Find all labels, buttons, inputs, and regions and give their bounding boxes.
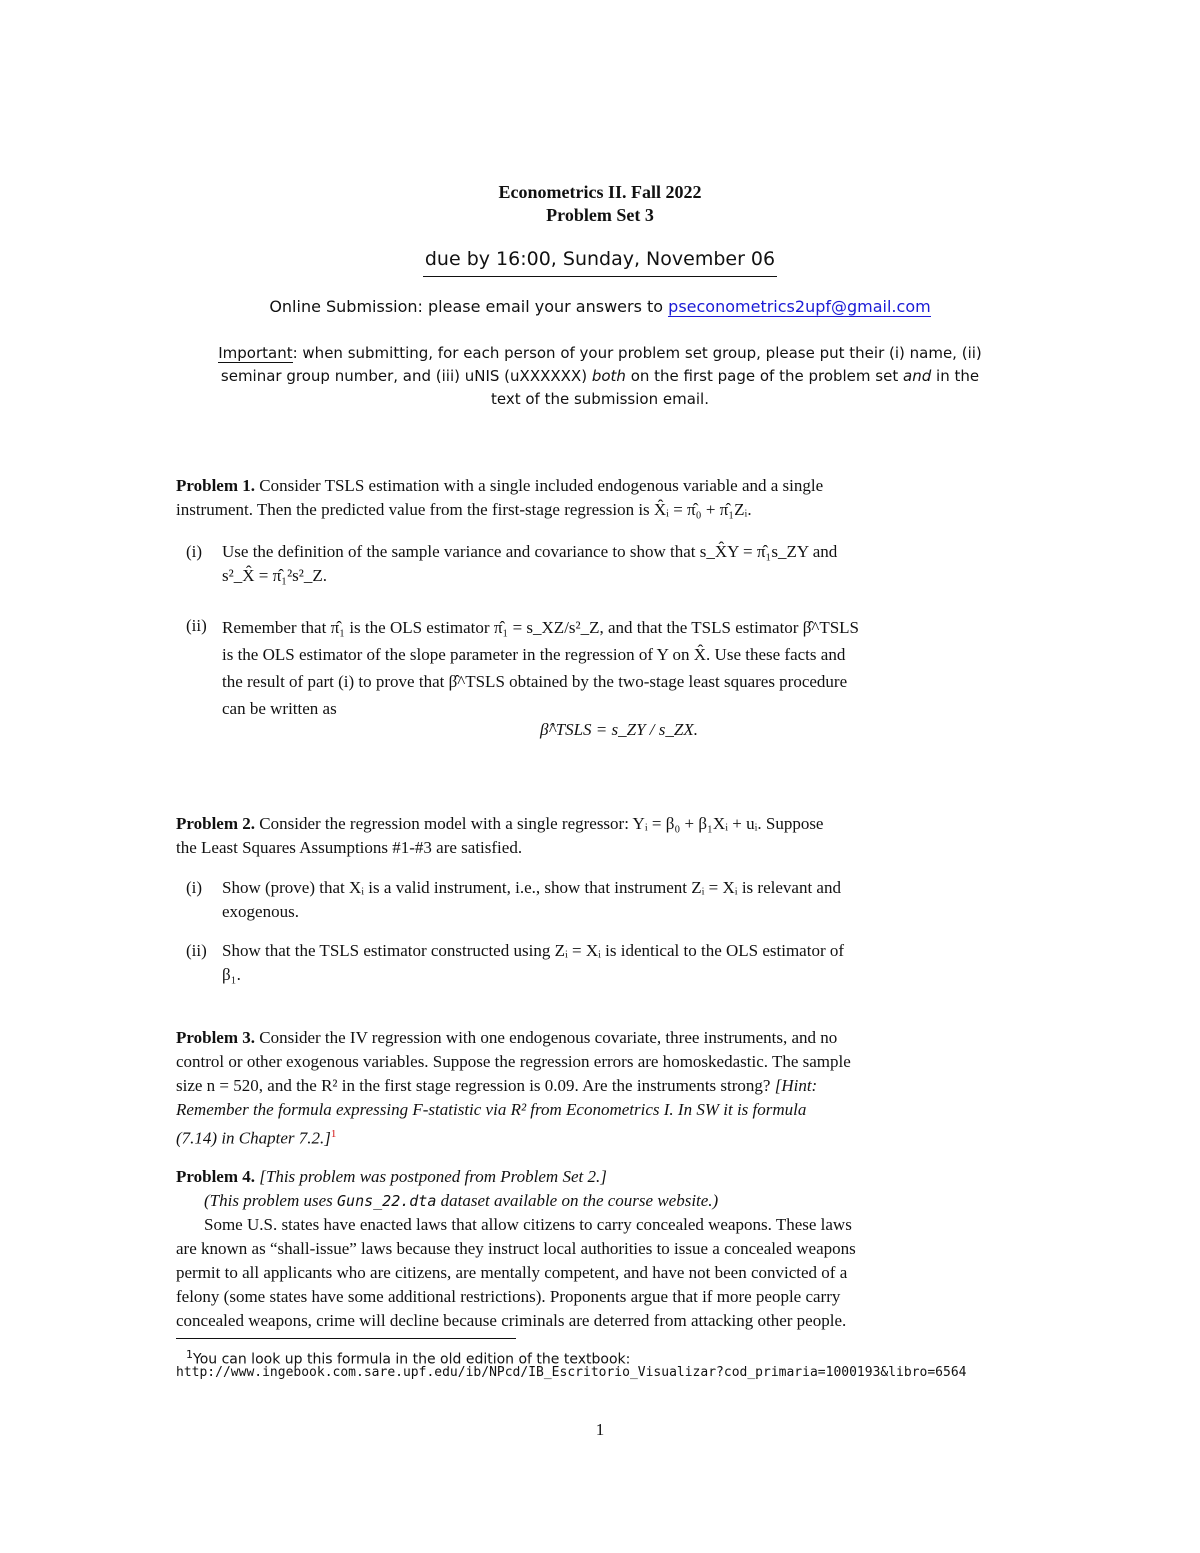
problem-3-text-1: Consider the IV regression with one endogenous covariate, three instruments, and no [259,1028,838,1047]
problem-1-item-ii-line-1: Remember that π̂₁ is the OLS estimator π̂₁ = s_XZ/s²_Z, and that the TSLS estimator β̂^TSLS [222,618,860,637]
important-line-2 [0,365,1200,388]
problem-3-text-3a: size n = 520, and the R² in the first stage regression is 0.09. Are the instruments strong? [176,1076,771,1095]
problem-2-item-ii-line-2: β₁. [222,965,241,984]
problem-2-item-i-line-1: Show (prove) that Xᵢ is a valid instrument, i.e., show that instrument Zᵢ = Xᵢ is relevant and [222,878,841,897]
important-text-4: in the [936,367,980,385]
problem-2-item-i [186,876,1024,926]
problem-4-label: Problem 4. [176,1167,256,1186]
problem-1-item-ii-line-2: is the OLS estimator of the slope parameter in the regression of Y on X̂. Use these facts and [222,645,846,664]
problem-2 [176,812,1024,860]
problem-4-note-1: [This problem was postponed from Problem Set 2.] [259,1167,607,1186]
important-and: and [903,367,932,385]
important-text-2: seminar group number, and (iii) uNIS (uXXXXXX) [220,367,588,385]
problem-4-note-2c: dataset available on the course website.) [440,1191,719,1210]
important-text-3: on the first page of the problem set [630,367,899,385]
course-title: Econometrics II. Fall 2022 [498,182,702,202]
problem-set-title: Problem Set 3 [546,205,654,225]
problem-1-item-i [186,540,1024,592]
problem-2-label: Problem 2. [176,814,256,833]
problem-2-item-ii-num: (ii) [186,941,207,960]
problem-4-note-2 [176,1189,1024,1213]
problem-3-footnote-mark[interactable]: 1 [330,1128,337,1140]
problem-1-item-i-line-2: s²_X̂ = π̂₁²s²_Z. [222,566,328,585]
problem-2-item-ii-line-1: Show that the TSLS estimator constructed using Zᵢ = Xᵢ is identical to the OLS estimator of [222,941,845,960]
problem-4-line-1: Some U.S. states have enacted laws that allow citizens to carry concealed weapons. These laws [204,1215,852,1234]
problem-4 [176,1165,1024,1333]
important-label: Important [218,344,293,362]
problem-4-line-5: concealed weapons, crime will decline because criminals are deterred from attacking other people. [176,1311,847,1330]
problem-3-line-5 [176,1122,1024,1151]
problem-3-label: Problem 3. [176,1028,256,1047]
problem-1-formula: β̂^TSLS = s_ZY / s_ZX. [540,720,698,739]
problem-1-item-ii-text [222,614,1024,722]
problem-1-item-ii [186,614,1024,724]
submission-email-link[interactable]: pseconometrics2upf@gmail.com [668,297,931,316]
footnote-url-link[interactable]: http://www.ingebook.com.sare.upf.edu/ib/NPcd/IB_Escritorio_Visualizar?cod_primaria=1000193&libro=6564 [176,1365,967,1380]
problem-1-item-i-line-1: Use the definition of the sample variance and covariance to show that s_X̂Y = π̂₁s_ZY and [222,542,838,561]
problem-4-line-label [176,1165,1024,1189]
problem-1-intro-2: instrument. Then the predicted value from the first-stage regression is X̂ᵢ = π̂₀ + π̂₁Zᵢ. [176,500,752,519]
problem-4-line-3: permit to all applicants who are citizens, are mentally competent, and have not been convicted of a [176,1263,848,1282]
important-note [0,342,1200,411]
problem-2-item-i-num: (i) [186,878,203,897]
problem-3-line-3 [176,1074,1024,1098]
problem-4-note-2a: (This problem uses [204,1191,333,1210]
problem-1-label: Problem 1. [176,476,256,495]
footnote-rule [176,1338,516,1339]
problem-3-line-1 [176,1026,1024,1050]
problem-1-item-i-text [222,540,1024,588]
problem-2-intro-2: the Least Squares Assumptions #1-#3 are satisfied. [176,838,523,857]
problem-3-text-5: (7.14) in Chapter 7.2.] [176,1128,331,1148]
due-date-text: due by 16:00, Sunday, November 06 [423,246,777,277]
problem-1-item-ii-line-4: can be written as [222,699,337,718]
page-number: 1 [595,1420,605,1439]
problem-3-line-4: Remember the formula expressing F-statistic via R² from Econometrics I. In SW it is formula [176,1100,807,1119]
problem-2-item-i-text [222,876,1024,924]
problem-1 [176,474,1024,522]
problem-1-intro-1 [176,474,1024,498]
problem-1-item-ii-num: (ii) [186,616,207,635]
problem-2-intro-text-1: Consider the regression model with a single regressor: Yᵢ = β₀ + β₁Xᵢ + uᵢ. Suppose [259,814,824,833]
footnote-text: You can look up this formula in the old edition of the textbook: [193,1351,631,1368]
footnote-mark: 1 [186,1348,193,1361]
problem-4-line-4: felony (some states have some additional restrictions). Proponents argue that if more people carry [176,1287,841,1306]
important-both: both [591,367,626,385]
submission-line [0,296,1200,318]
important-text-1: : when submitting, for each person of your problem set group, please put their (i) name, (ii) [292,344,982,362]
problem-3-line-2: control or other exogenous variables. Suppose the regression errors are homoskedastic. The sample [176,1052,851,1071]
problem-2-item-i-line-2: exogenous. [222,902,299,921]
submission-label: Online Submission: please email your answers to [269,297,664,316]
problem-2-item-ii-text [222,939,1024,987]
problem-3 [176,1026,1024,1151]
problem-1-item-ii-line-3: the result of part (i) to prove that β̂^TSLS obtained by the two-stage least squares procedure [222,672,848,691]
problem-3-hint-start: [Hint: [774,1076,818,1095]
problem-2-intro-1 [176,812,1024,836]
problem-2-item-ii [186,939,1024,991]
problem-4-line-2: are known as “shall-issue” laws because they instruct local authorities to issue a concealed weapons [176,1239,856,1258]
due-date [0,246,1200,277]
problem-4-dataset-name: Guns_22.dta [337,1192,437,1210]
problem-1-item-i-num: (i) [186,542,203,561]
important-line-3: text of the submission email. [491,390,709,408]
problem-1-intro-text-1: Consider TSLS estimation with a single included endogenous variable and a single [259,476,824,495]
important-line-1 [0,342,1200,365]
